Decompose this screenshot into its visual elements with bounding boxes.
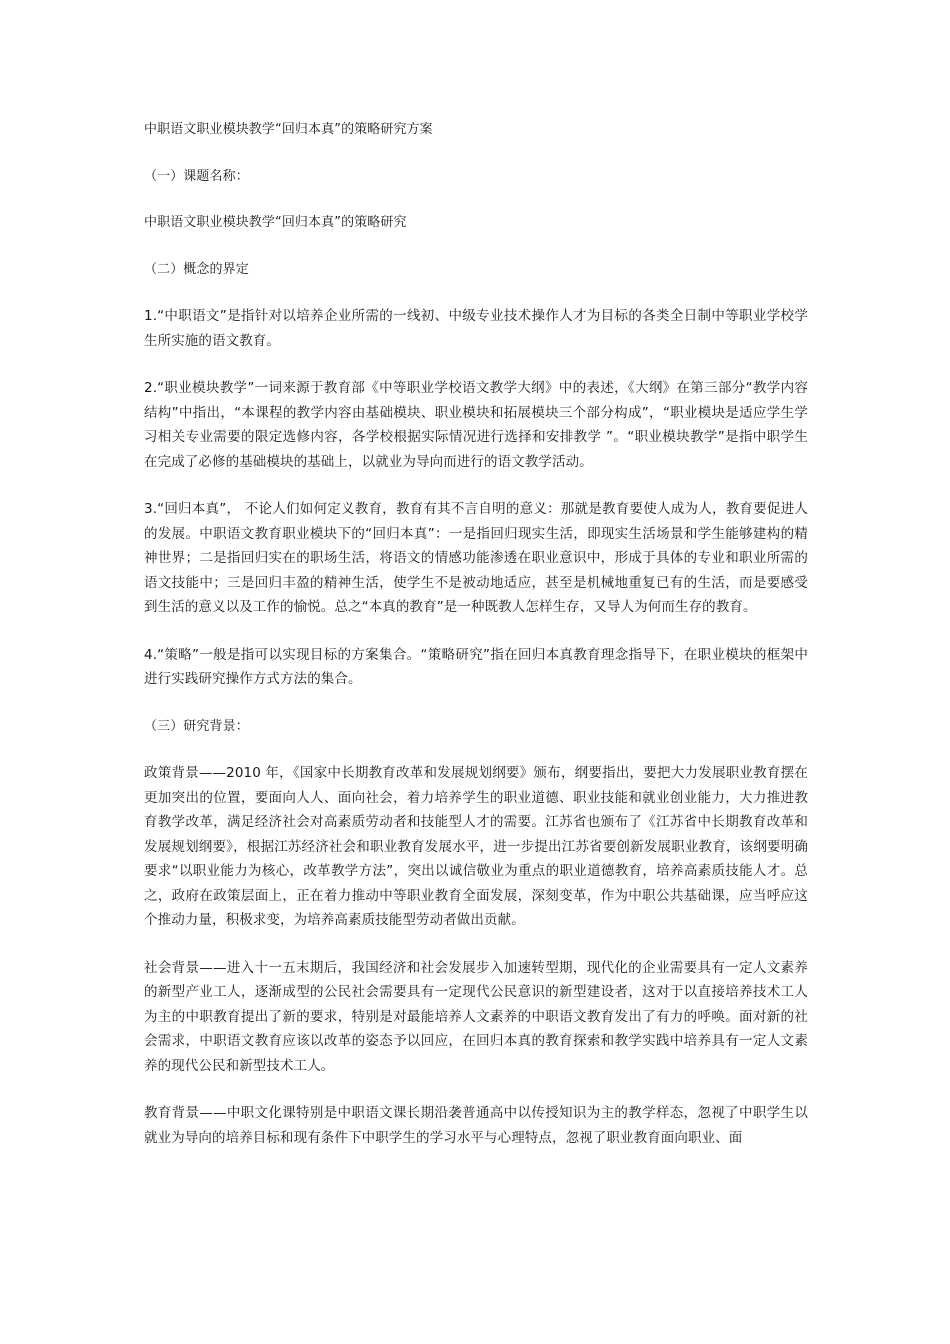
document-title: 中职语文职业模块教学“回归本真”的策略研究方案 — [144, 122, 433, 137]
section-heading-background: （三）研究背景： — [144, 718, 249, 734]
definition-paragraph-3: 3.“回归本真”， 不论人们如何定义教育，教育有其不言自明的意义：那就是教育要使人成为人，教育要促进人的发展。中职语文教育职业模块下的“回归本真”：一是指回归现实生活，即现实生活场景和学生能够建构的精神世界；二是指回归实在的职场生活，将语文的情感功能渗透在职业意识中，形成于具体的专业和职业所需的语文技能中；三是回归丰盈的精神生活，使学生不是被动地适应，甚至是机械地重复已有的生活，而是要感受到生活的意义以及工作的愉悦。总之“本真的教育”是一种既教人怎样生存，又导人为何而生存的教育。 — [144, 501, 808, 615]
section-heading-definitions: （二）概念的界定 — [144, 261, 249, 277]
definition-paragraph-1: 1.“中职语文”是指针对以培养企业所需的一线初、中级专业技术操作人才为目标的各类全日制中等职业学校学生所实施的语文教育。 — [144, 308, 808, 349]
background-education-paragraph: 教育背景——中职文化课特别是中职语文课长期沿袭普通高中以传授知识为主的教学样态，忽视了中职学生以就业为导向的培养目标和现有条件下中职学生的学习水平与心理特点，忽视了职业教育面向职业、面 — [144, 1105, 808, 1146]
background-policy-paragraph: 政策背景——2010 年，《国家中长期教育改革和发展规划纲要》颁布，纲要指出，要把大力发展职业教育摆在更加突出的位置，要面向人人、面向社会，着力培养学生的职业道德、职业技能和就业创业能力，大力推进教育教学改革，满足经济社会对高素质劳动者和技能型人才的需要。江苏省也颁布了《江苏省中长期教育改革和发展规划纲要》，根据江苏经济社会和职业教育发展水平，进一步提出江苏省要创新发展职业教育，该纲要明确要求“以职业能力为核心，改革教学方法”，突出以诚信敬业为重点的职业道德教育，培养高素质技能人才。总之，政府在政策层面上，正在着力推动中等职业教育全面发展，深刻变革，作为中职公共基础课，应当呼应这个推动力量，积极求变，为培养高素质技能型劳动者做出贡献。 — [144, 765, 808, 928]
definition-paragraph-4: 4.“策略”一般是指可以实现目标的方案集合。“策略研究”指在回归本真教育理念指导下，在职业模块的框架中进行实践研究操作方式方法的集合。 — [144, 646, 808, 687]
document-page — [144, 118, 808, 1173]
section-heading-topic: （一）课题名称： — [144, 168, 249, 184]
definition-paragraph-2: 2.“职业模块教学”一词来源于教育部《中等职业学校语文教学大纲》中的表述，《大纲》在第三部分“教学内容结构”中指出，“本课程的教学内容由基础模块、职业模块和拓展模块三个部分构成”，“职业模块是适应学生学习相关专业需要的限定选修内容，各学校根据实际情况进行选择和安排教学 ”。“职业模块教学”是指中职学生在完成了必修的基础模块的基础上，以就业为导向而进行的语文教学活动。 — [144, 380, 808, 470]
background-social-paragraph: 社会背景——进入十一五末期后，我国经济和社会发展步入加速转型期，现代化的企业需要具有一定人文素养的新型产业工人，逐渐成型的公民社会需要具有一定现代公民意识的新型建设者，这对于以直接培养技术工人为主的中职教育提出了新的要求，特别是对最能培养人文素养的中职语文教育发出了有力的呼唤。面对新的社会需求，中职语文教育应该以改革的姿态予以回应，在回归本真的教育探索和教学实践中培养具有一定人文素养的现代公民和新型技术工人。 — [144, 959, 808, 1074]
topic-name: 中职语文职业模块教学“回归本真”的策略研究 — [144, 215, 407, 230]
